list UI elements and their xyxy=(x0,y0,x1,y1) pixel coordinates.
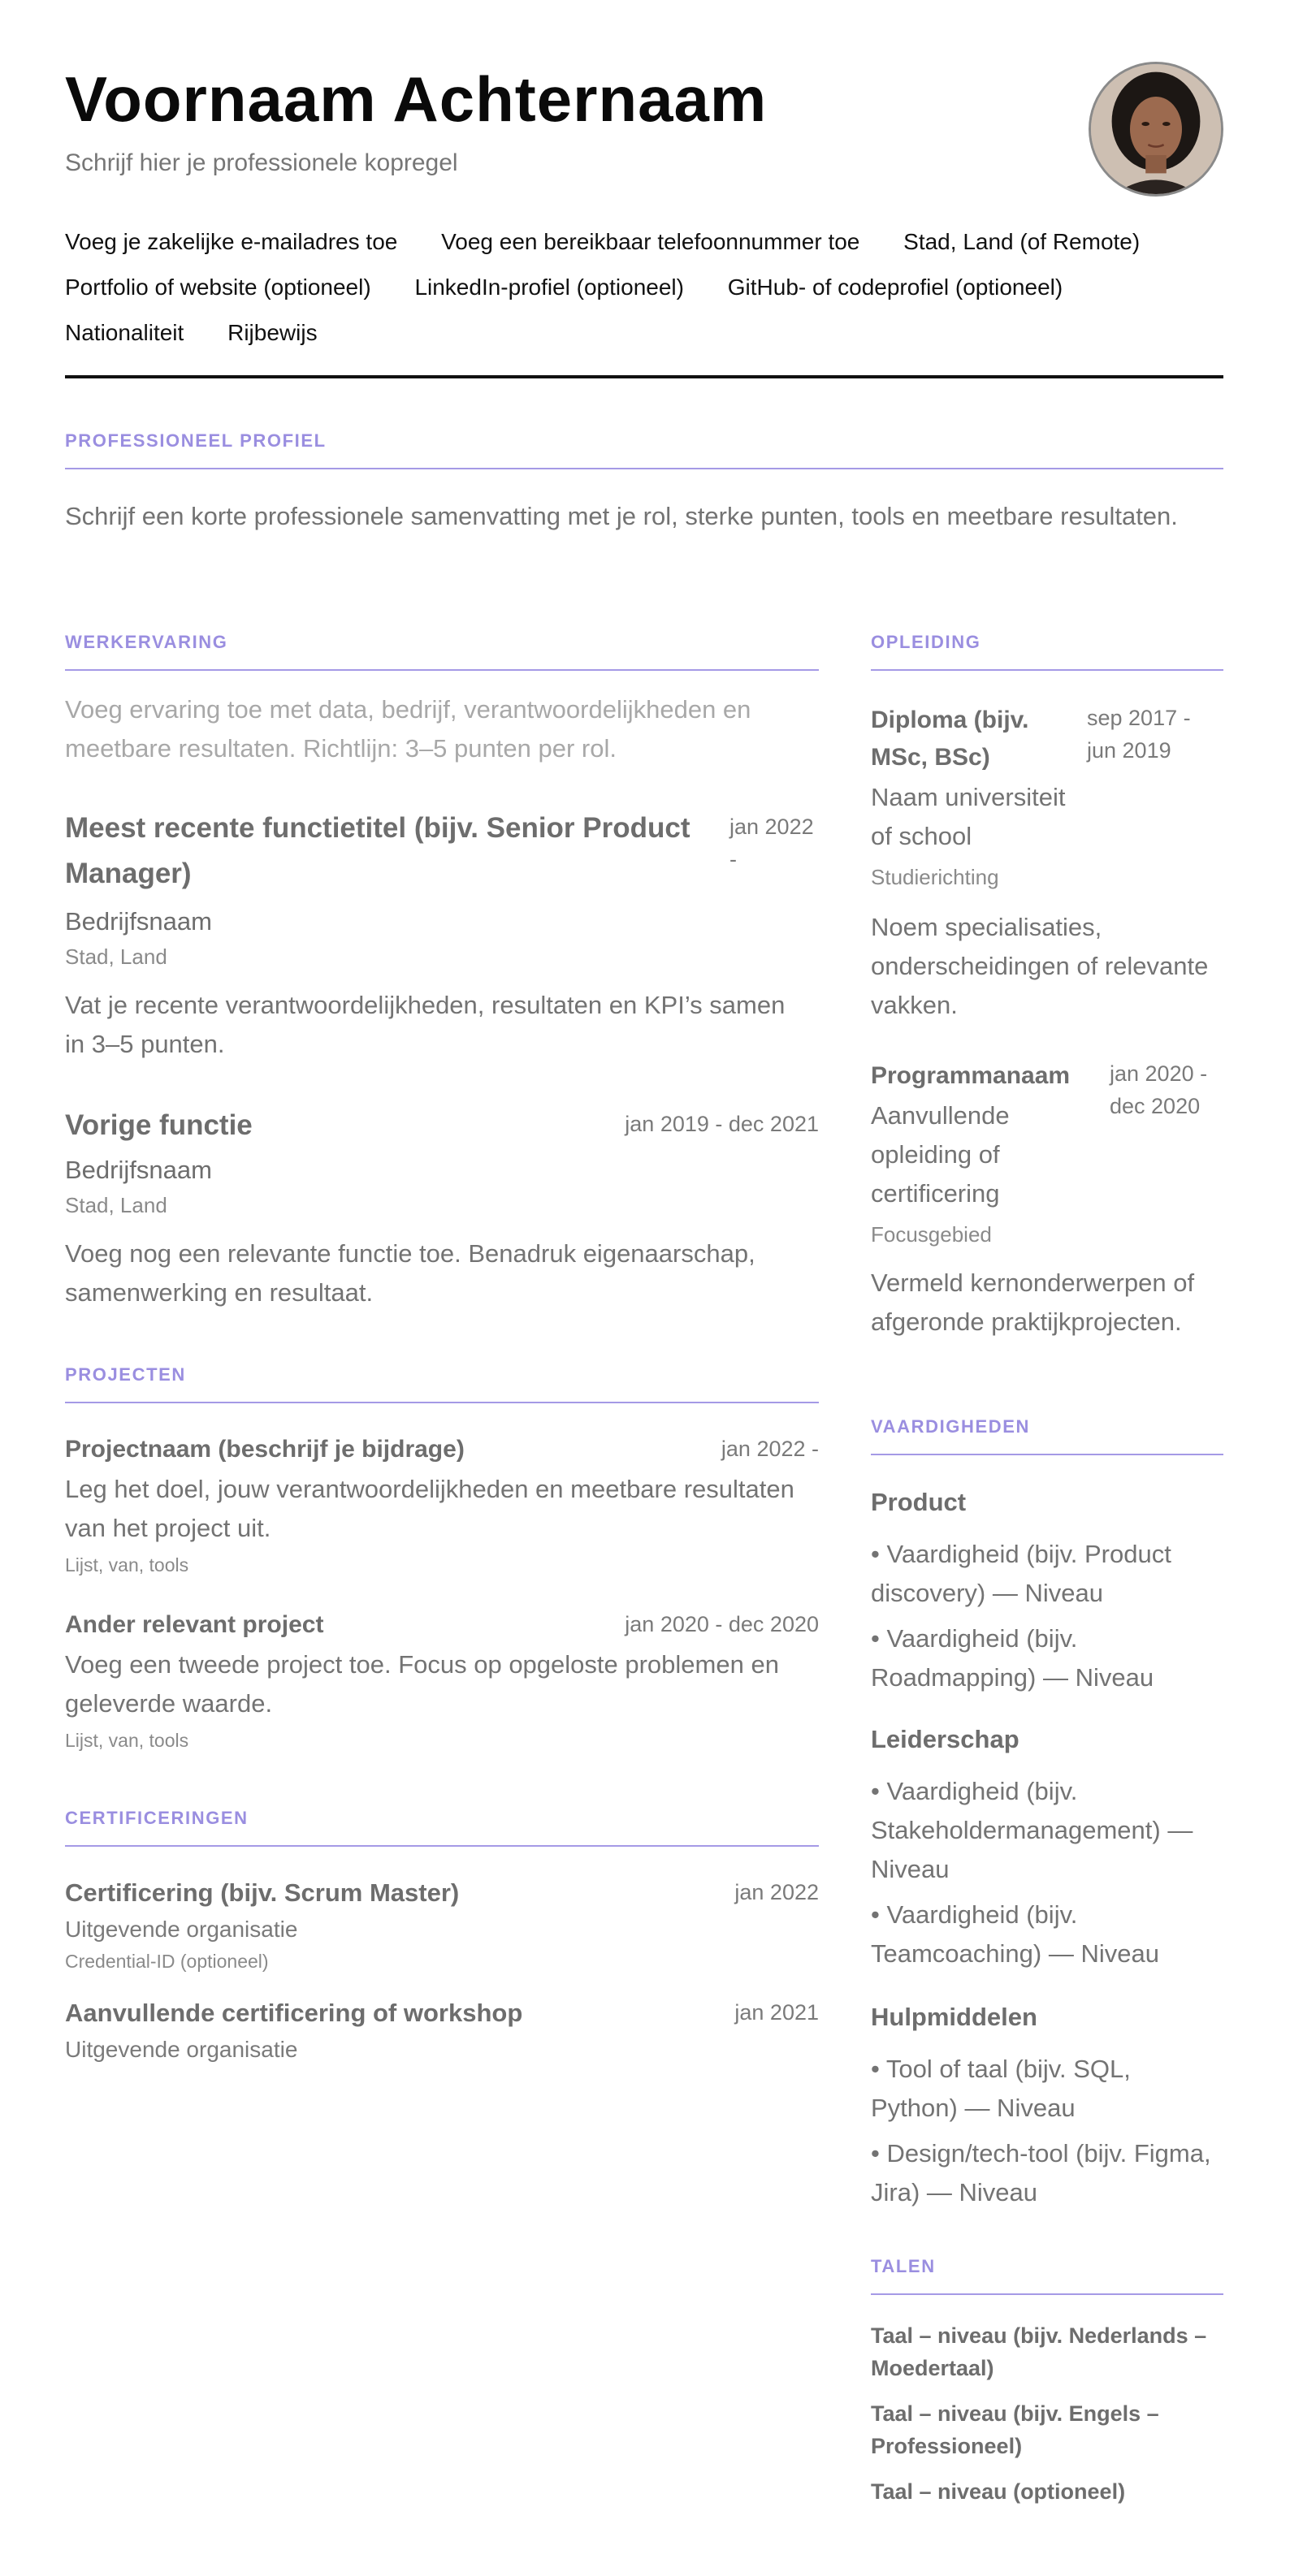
section-divider xyxy=(871,669,1223,671)
project-description: Voeg een tweede project toe. Focus op opgeloste problemen en geleverde waarde. xyxy=(65,1650,779,1718)
job-description: Vat je recente verantwoordelijkheden, resultaten en KPI’s samen in 3–5 punten. xyxy=(65,991,786,1058)
contact-info xyxy=(65,219,1227,356)
profile-summary: Schrijf een korte professionele samenvatting met je rol, sterke punten, tools en meetbare resultaten. xyxy=(65,502,1178,530)
job-title: Vorige functie xyxy=(65,1109,253,1141)
job-company: Bedrijfsnaam xyxy=(65,1156,212,1184)
skill-item: • Vaardigheid (bijv. Roadmapping) — Niveau xyxy=(871,1624,1154,1692)
section-divider xyxy=(65,669,819,671)
language-item: Taal – niveau (bijv. Nederlands – Moedertaal) xyxy=(871,2323,1207,2380)
certification-title: Aanvullende certificering of workshop xyxy=(65,1999,523,2027)
education-school: Naam universiteit of school xyxy=(871,783,1066,850)
section-divider xyxy=(65,1402,819,1403)
skill-category: Hulpmiddelen xyxy=(871,2003,1037,2031)
projects-heading: PROJECTEN xyxy=(65,1364,186,1385)
phone-contact: Voeg een bereikbaar telefoonnummer toe xyxy=(441,229,860,254)
candidate-name: Voornaam Achternaam xyxy=(65,63,768,135)
language-item: Taal – niveau (bijv. Engels – Professioneel) xyxy=(871,2401,1159,2458)
project-description: Leg het doel, jouw verantwoordelijkheden en meetbare resultaten van het project uit. xyxy=(65,1475,794,1542)
skill-item: • Vaardigheid (bijv. Product discovery) — Niveau xyxy=(871,1540,1171,1607)
license-contact: Rijbewijs xyxy=(227,320,318,345)
education-field: Studierichting xyxy=(871,865,999,889)
job-title: Meest recente functietitel (bijv. Senior Product Manager) xyxy=(65,812,690,889)
project-title: Projectnaam (beschrijf je bijdrage) xyxy=(65,1436,465,1463)
project-date: jan 2020 - dec 2020 xyxy=(625,1612,819,1636)
skill-item: • Vaardigheid (bijv. Teamcoaching) — Niveau xyxy=(871,1900,1159,1968)
section-divider xyxy=(871,2293,1223,2295)
nationality-contact: Nationaliteit xyxy=(65,320,184,345)
certification-title: Certificering (bijv. Scrum Master) xyxy=(65,1878,460,1907)
job-location: Stad, Land xyxy=(65,1193,167,1217)
certification-date: jan 2021 xyxy=(734,2000,819,2025)
skill-item: • Design/tech-tool (bijv. Figma, Jira) — Niveau xyxy=(871,2139,1211,2206)
avatar-portrait-icon xyxy=(1091,64,1221,194)
portfolio-contact: Portfolio of website (optioneel) xyxy=(65,274,371,300)
experience-heading: WERKERVARING xyxy=(65,632,228,652)
education-field: Focusgebied xyxy=(871,1222,992,1247)
github-contact: GitHub- of codeprofiel (optioneel) xyxy=(727,274,1063,300)
linkedin-contact: LinkedIn-profiel (optioneel) xyxy=(414,274,684,300)
skills-heading: VAARDIGHEDEN xyxy=(871,1416,1031,1437)
headline: Schrijf hier je professionele kopregel xyxy=(65,149,458,176)
skill-item: • Tool of taal (bijv. SQL, Python) — Niveau xyxy=(871,2055,1131,2122)
education-date: sep 2017 - jun 2019 xyxy=(1087,706,1191,763)
skill-category: Leiderschap xyxy=(871,1725,1019,1753)
avatar xyxy=(1089,62,1223,197)
job-date: jan 2022 - xyxy=(729,815,814,871)
job-date: jan 2019 - dec 2021 xyxy=(625,1112,819,1136)
certification-issuer: Uitgevende organisatie xyxy=(65,1917,298,1942)
project-date: jan 2022 - xyxy=(721,1437,819,1461)
skill-category: Product xyxy=(871,1488,967,1516)
education-program: Aanvullende opleiding of certificering xyxy=(871,1101,1010,1208)
job-company: Bedrijfsnaam xyxy=(65,907,212,936)
education-degree: Diploma (bijv. MSc, BSc) xyxy=(871,707,1029,771)
experience-hint: Voeg ervaring toe met data, bedrijf, verantwoordelijkheden en meetbare resultaten. Richtlijn: 3–5 punten per rol. xyxy=(65,695,751,763)
language-item: Taal – niveau (optioneel) xyxy=(871,2479,1126,2504)
education-heading: OPLEIDING xyxy=(871,632,981,652)
job-location: Stad, Land xyxy=(65,944,167,969)
certification-issuer: Uitgevende organisatie xyxy=(65,2037,298,2062)
skill-item: • Vaardigheid (bijv. Stakeholdermanagement) — Niveau xyxy=(871,1777,1193,1883)
location-contact: Stad, Land (of Remote) xyxy=(903,229,1141,254)
job-description: Voeg nog een relevante functie toe. Benadruk eigenaarschap, samenwerking en resultaat. xyxy=(65,1239,755,1307)
education-description: Noem specialisaties, onderscheidingen of relevante vakken. xyxy=(871,913,1209,1019)
languages-heading: TALEN xyxy=(871,2256,936,2276)
contact-row xyxy=(65,265,1227,310)
education-degree: Programmanaam xyxy=(871,1062,1071,1089)
education-description: Vermeld kernonderwerpen of afgeronde praktijkprojecten. xyxy=(871,1269,1195,1336)
certifications-heading: CERTIFICERINGEN xyxy=(65,1808,249,1828)
profile-heading: PROFESSIONEEL PROFIEL xyxy=(65,430,327,451)
section-divider xyxy=(871,1454,1223,1455)
project-tools: Lijst, van, tools xyxy=(65,1730,189,1751)
header-divider xyxy=(65,375,1223,378)
contact-row xyxy=(65,310,1227,356)
education-date: jan 2020 - dec 2020 xyxy=(1110,1061,1208,1118)
section-divider xyxy=(65,1845,819,1847)
certification-date: jan 2022 xyxy=(734,1880,819,1904)
section-divider xyxy=(65,468,1223,469)
contact-row xyxy=(65,219,1227,265)
email-contact: Voeg je zakelijke e-mailadres toe xyxy=(65,229,398,254)
project-title: Ander relevant project xyxy=(65,1611,324,1638)
certification-credential: Credential-ID (optioneel) xyxy=(65,1951,269,1972)
project-tools: Lijst, van, tools xyxy=(65,1554,189,1575)
